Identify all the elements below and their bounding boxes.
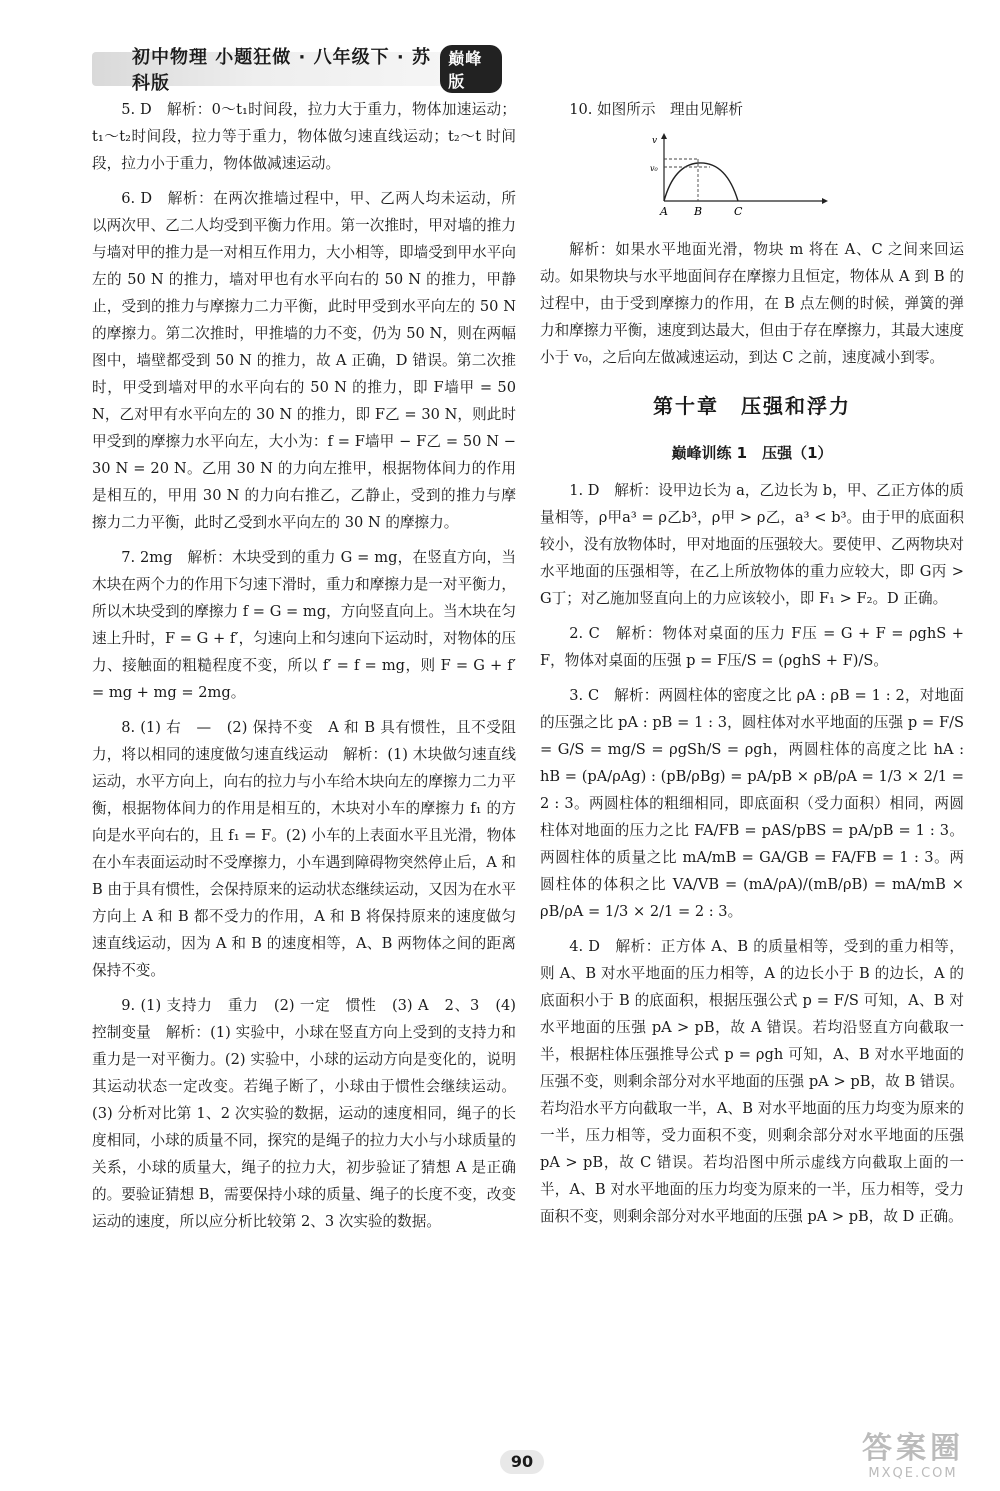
answer-7: 7. 2mg 解析：木块受到的重力 G = mg，在竖直方向，当木块在两个力的作用下匀速下滑时，重力和摩擦力是一对平衡力，所以木块受到的摩擦力 f = G = mg，方向竖直向上。当木块在匀速上升时，F = G + f′，匀速向上和匀速向下运动时，对物体的压力、接触面的粗糙程度不变，所以 f′ = f = mg，则 F = G + f′ = mg + mg = 2mg。 — [92, 549, 516, 701]
section-title: 巅峰训练 1 压强（1） — [671, 444, 833, 462]
pressure-answer-1: 1. D 解析：设甲边长为 a，乙边长为 b，甲、乙正方体的质量相等，ρ甲a³ = ρ乙b³，ρ甲 > ρ乙，a³ < b³。由于甲的底面积较小，没有放物体时，甲对地面的压强较大。要使甲、乙两物块对水平地面的压强相等，在乙上所放物体的重力应较大，即 G丙 > G丁；对乙施加竖直向上的力应该较小，即 F₁ > F₂。D 正确。 — [540, 482, 964, 607]
page-number: 90 — [500, 1450, 544, 1474]
watermark-url: MXQE.COM — [868, 1466, 958, 1481]
site-watermark — [838, 1432, 988, 1488]
pressure-answer-4: 4. D 解析：正方体 A、B 的质量相等，受到的重力相等，则 A、B 对水平地面的压力相等，A 的边长小于 B 的边长，A 的底面积小于 B 的底面积，根据压强公式 p = F/S 可知，A、B 对水平地面的压强 pA > pB，故 A 错误。若均沿竖直方向截取一半，根据柱体压强推导公式 p = ρgh 可知，A、B 对水平地面的压强不变，则剩余部分对水平地面的压强 pA > pB，故 B 错误。若均沿水平方向截取一半，A、B 对水平地面的压力均变为原来的一半，压力相等，受力面积不变，则剩余部分对水平地面的压强 pA > pB，故 C 错误。若均沿图中所示虚线方向截取上面的一半，A、B 对水平地面的压力均变为原来的一半，压力相等，受力面积不变，则剩余部分对水平地面的压强 pA > pB，故 D 正确。 — [540, 938, 964, 1225]
label-c: C — [734, 205, 743, 218]
answer-8: 8. (1) 右 — (2) 保持不变 A 和 B 具有惯性，且不受阻力，将以相同的速度做匀速直线运动 解析：(1) 木块做匀速直线运动，水平方向上，向右的拉力与小车给木块向左的摩擦力二力平衡，根据物体间力的作用是相互的，木块对小车的摩擦力 f₁ 的方向是水平向右的，且 f₁ = F。(2) 小车的上表面水平且光滑，物体在小车表面运动时不受摩擦力，小车遇到障碍物突然停止后，A 和 B 由于具有惯性，会保持原来的运动状态继续运动，又因为在水平方向上 A 和 B 都不受力的作用，A 和 B 将保持原来的速度做匀速直线运动，因为 A 和 B 的速度相等，A、B 两物体之间的距离保持不变。 — [92, 719, 516, 979]
label-v0: v₀ — [650, 164, 658, 173]
answer-6: 6. D 解析：在两次推墙过程中，甲、乙两人均未运动，所以两次甲、乙二人均受到平衡力作用。第一次推时，甲对墙的推力与墙对甲的推力是一对相互作用力，大小相等，即墙受到甲水平向左的 50 N 的推力，墙对甲也有水平向右的 50 N 的推力，甲静止，受到的推力与摩擦力二力平衡，此时甲受到水平向左的 50 N 的摩擦力。第二次推时，甲推墙的力不变，仍为 50 N，则在两幅图中，墙壁都受到 50 N 的推力，故 A 正确，D 错误。第二次推时，甲受到墙对甲的水平向右的 50 N 的推力，即 F墙甲 = 50 N，乙对甲有水平向左的 30 N 的推力，即 F乙 = 30 N，则此时甲受到的摩擦力水平向左，大小为：f = F墙甲 − F乙 = 50 N − 30 N = 20 N。乙用 30 N 的力向左推甲，根据物体间力的作用是相互的，甲用 30 N 的力向右推乙，乙静止，受到的推力与摩擦力二力平衡，此时乙受到水平向左的 30 N 的摩擦力。 — [92, 190, 516, 531]
watermark-logo: 答案圈 — [862, 1431, 964, 1466]
label-a: A — [660, 205, 668, 218]
label-b: B — [694, 205, 703, 218]
x-axis-arrow — [822, 198, 828, 204]
right-column — [540, 96, 964, 1238]
left-column — [92, 96, 516, 1243]
pressure-answer-2: 2. C 解析：物体对桌面的压力 F压 = G + F = ρghS + F，物体对桌面的压强 p = F压/S = (ρghS + F)/S。 — [540, 625, 964, 669]
answer-9: 9. (1) 支持力 重力 (2) 一定 惯性 (3) A 2、3 (4) 控制变量 解析：(1) 实验中，小球在竖直方向上受到的支持力和重力是一对平衡力。(2) 实验中，小球的运动方向是变化的，说明其运动状态一定改变。若绳子断了，小球由于惯性会继续运动。(3) 分析对比第 1、2 次实验的数据，运动的速度相同，绳子的长度相同，小球的质量不同，探究的是绳子的拉力大小与小球质量的关系，小球的质量大，绳子的拉力大，初步验证了猜想 A 是正确的。要验证猜想 B，需要保持小球的质量、绳子的长度不变，改变运动的速度，所以应分析比较第 2、3 次实验的数据。 — [92, 997, 516, 1230]
chapter-title: 第十章 压强和浮力 — [653, 394, 851, 418]
velocity-figure — [650, 131, 964, 230]
answer-10: 10. 如图所示 理由见解析 — [569, 101, 743, 118]
velocity-graph — [650, 131, 830, 221]
edition-badge: 巅峰版 — [440, 45, 502, 93]
answer-10-analysis: 解析：如果水平地面光滑，物块 m 将在 A、C 之间来回运动。如果物块与水平地面间存在摩擦力且恒定，物体从 A 到 B 的过程中，由于受到摩擦力的作用，在 B 点左侧的时候，弹簧的弹力和摩擦力平衡，速度到达最大，但由于存在摩擦力，其最大速度小于 v₀，之后向左做减速运动，到达 C 之前，速度减小到零。 — [540, 241, 964, 366]
velocity-curve — [664, 163, 738, 201]
y-axis-arrow — [661, 133, 667, 139]
page-header — [92, 47, 502, 94]
label-v: v — [652, 136, 658, 146]
answer-5: 5. D 解析：0～t₁时间段，拉力大于重力，物体加速运动；t₁～t₂时间段，拉力等于重力，物体做匀速直线运动；t₂～t 时间段，拉力小于重力，物体做减速运动。 — [92, 101, 516, 172]
pressure-answer-3: 3. C 解析：两圆柱体的密度之比 ρA : ρB = 1 : 2，对地面的压强之比 pA : pB = 1 : 3，圆柱体对水平地面的压强 p = F/S = G/S = mg/S = ρgSh/S = ρgh，两圆柱体的高度之比 hA : hB = (pA/ρAg) : (pB/ρBg) = pA/pB × ρB/ρA = 1/3 × 2/1 = 2 : 3。两圆柱体的粗细相同，即底面积（受力面积）相同，两圆柱体对地面的压力之比 FA/FB = pAS/pBS = pA/pB = 1 : 3。两圆柱体的质量之比 mA/mB = GA/GB = FA/FB = 1 : 3。两圆柱体的体积之比 VA/VB = (mA/ρA)/(mB/ρB) = mA/mB × ρB/ρA = 1/3 × 2/1 = 2 : 3。 — [540, 687, 964, 920]
header-title: 初中物理 小题狂做 · 八年级下 · 苏科版 — [132, 47, 432, 94]
